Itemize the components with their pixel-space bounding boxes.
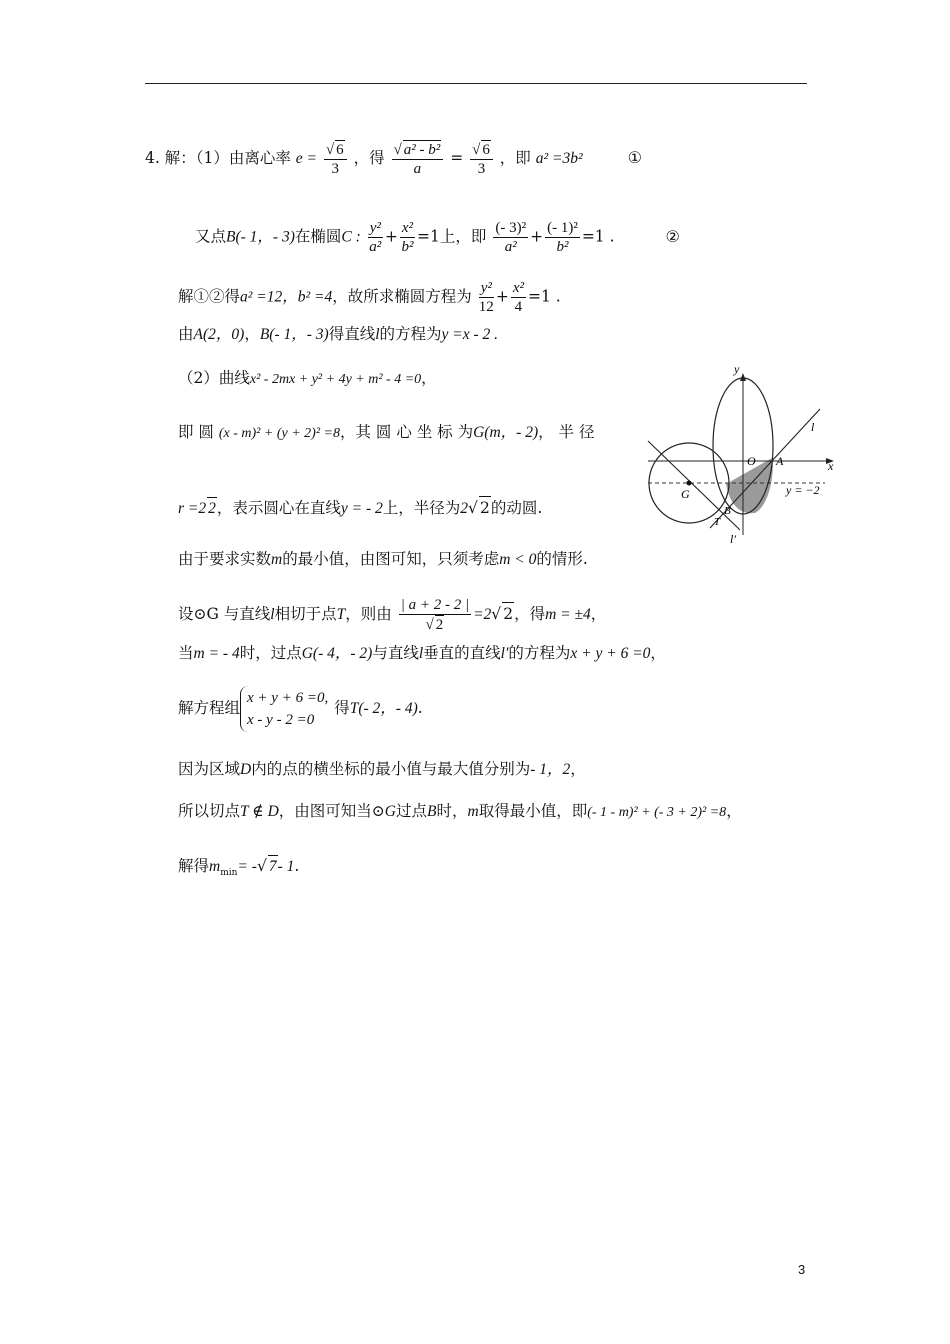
label-y: y xyxy=(734,362,740,376)
solution-line-4: 由A(2，0)，B(- 1，- 3)得直线l的方程为y =x - 2 . xyxy=(178,325,499,343)
solution-line-6: 即 圆 (x - m)² + (y + 2)² =8，其 圆 心 坐 标 为G(m，- 2)， 半 径 xyxy=(178,423,595,441)
solution-line-2: 又点B(- 1，- 3)在椭圆C : $\frac{\text{y²}}{\text{a²}}$ + $\frac{\text{x²}}{\text{b²}}$ =1上，即 $\frac{\text{(- 3)²}}{\text{a²}}$ + $\frac{\text{(- 1)²}}{\text{b²}}$ =1 . ② xyxy=(195,220,680,255)
label-G: G xyxy=(681,487,690,501)
label-x: x xyxy=(828,459,834,473)
solution-line-11: 解方程组 x + y + 6 =0, x - y - 2 =0 得T(- 2，- 4). xyxy=(178,686,423,732)
solution-line-8: 由于要求实数m的最小值，由图可知，只须考虑m < 0的情形. xyxy=(178,550,588,568)
solution-line-13: 所以切点T ∉ D，由图可知当⊙G过点B时，m取得最小值，即(- 1 - m)² + (- 3 + 2)² =8， xyxy=(178,802,742,820)
solution-line-9: 设⊙G 与直线l相切于点T，则由 $\frac{| a + 2 - 2 |}{√ 2}$ =2√ 2，得m = ±4， xyxy=(178,597,607,633)
solution-line-12: 因为区域D内的点的横坐标的最小值与最大值分别为- 1，2， xyxy=(178,760,586,778)
solution-line-3: 解①②得a² =12，b² =4，故所求椭圆方程为 $\frac{\text{y²}}{12}$ + $\frac{\text{x²}}{4}$ =1 . xyxy=(178,280,561,315)
label-A: A xyxy=(776,454,784,468)
label-l: l xyxy=(811,420,815,434)
solution-line-5: （2）曲线x² - 2mx + y² + 4y + m² - 4 =0， xyxy=(178,369,437,387)
equation-system: x + y + 6 =0, x - y - 2 =0 xyxy=(240,686,334,732)
label-B: B xyxy=(724,505,731,517)
point-G xyxy=(687,481,692,486)
page-number: 3 xyxy=(798,1262,806,1277)
label-O: O xyxy=(747,454,756,468)
solution-line-14: 解得$m_{min}=$ -√ 7- 1. xyxy=(178,857,300,879)
solution-line-10: 当m = - 4时，过点G(- 4，- 2)与直线l垂直的直线l′的方程为x + y + 6 =0， xyxy=(178,644,666,662)
solution-line-7: r =2 2，表示圆心在直线y = - 2上，半径为2√ 2的动圆. xyxy=(178,496,542,520)
label-y-minus-2: y = −2 xyxy=(786,483,820,497)
label-l-prime: l′ xyxy=(730,532,736,546)
label-T: T xyxy=(714,516,721,528)
solution-line-1: 4. 解：（1）由离心率 e = $\frac{√ 6}{3}$ ，得 $\frac{\text{√ a² - b²}}{a}$ = $\frac{√ 6}{3}$ ，即 a² =3b² ① xyxy=(145,142,642,177)
